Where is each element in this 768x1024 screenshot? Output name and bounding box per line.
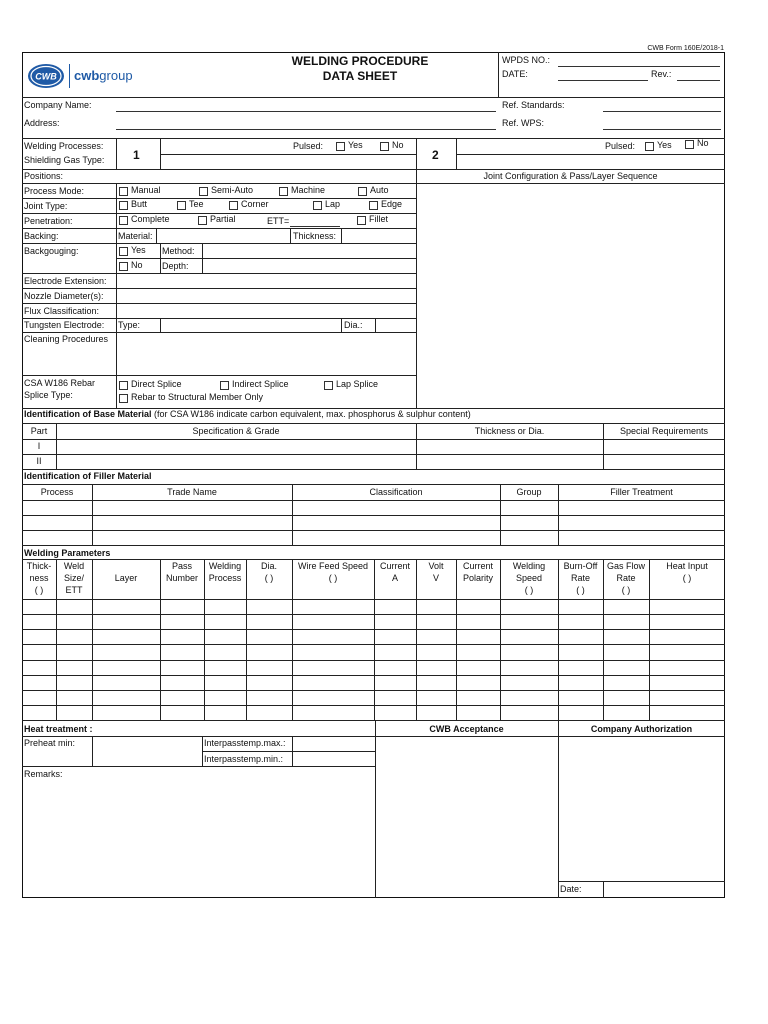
cwb-logo	[26, 62, 146, 92]
heat-treatment-label: Heat treatment :	[24, 724, 93, 734]
address-label: Address:	[24, 118, 60, 128]
corner-checkbox[interactable]	[229, 201, 238, 210]
bm-header-thickness: Thickness or Dia.	[474, 426, 545, 436]
indirect-splice-checkbox[interactable]	[220, 381, 229, 390]
joint-config-label: Joint Configuration & Pass/Layer Sequence	[483, 171, 658, 181]
fillet-checkbox[interactable]	[357, 216, 366, 225]
title-line1: WELDING PROCEDURE	[291, 54, 429, 68]
remarks-label: Remarks:	[24, 769, 63, 779]
remarks-area[interactable]	[23, 781, 374, 896]
auto-label: Auto	[370, 185, 389, 195]
company-authorization-label: Company Authorization	[590, 724, 693, 734]
positions-label: Positions:	[24, 171, 64, 181]
complete-checkbox[interactable]	[119, 216, 128, 225]
corner-label: Corner	[241, 199, 269, 209]
bm-part-1: I	[37, 441, 41, 451]
flux-classification-label: Flux Classification:	[24, 306, 100, 316]
company-name-field[interactable]	[116, 111, 496, 112]
method-label: Method:	[162, 246, 195, 256]
fm-header-classification: Classification	[369, 487, 423, 497]
depth-label: Depth:	[162, 261, 189, 271]
tee-label: Tee	[189, 199, 204, 209]
partial-label: Partial	[210, 214, 236, 224]
rev-field[interactable]	[677, 80, 720, 81]
backgouging-label: Backgouging:	[24, 246, 79, 256]
tungsten-type-label: Type:	[118, 320, 141, 330]
process-mode-label: Process Mode:	[24, 186, 85, 196]
company-name-label: Company Name:	[24, 100, 92, 110]
cwb-acceptance-label: CWB Acceptance	[429, 724, 504, 734]
shielding-gas-label: Shielding Gas Type:	[24, 155, 105, 165]
fillet-label: Fillet	[369, 214, 389, 224]
fm-header-process: Process	[40, 487, 74, 497]
splice-type-label-1: CSA W186 Rebar	[24, 378, 96, 388]
edge-checkbox[interactable]	[369, 201, 378, 210]
title-line2: DATA SHEET	[322, 69, 398, 83]
interpass-min-label: Interpasstemp.min.:	[204, 754, 284, 764]
pulsed-2-no-label: No	[697, 138, 709, 148]
joint-config-sketch-area[interactable]	[417, 184, 724, 407]
edge-label: Edge	[381, 199, 403, 209]
machine-label: Machine	[291, 185, 326, 195]
pulsed-1-yes-checkbox[interactable]	[336, 142, 345, 151]
nozzle-diameter-label: Nozzle Diameter(s):	[24, 291, 104, 301]
joint-type-label: Joint Type:	[24, 201, 68, 211]
lap-splice-checkbox[interactable]	[324, 381, 333, 390]
date-label: DATE:	[502, 69, 528, 79]
rev-label: Rev.:	[651, 69, 672, 79]
auth-date-label: Date:	[560, 884, 582, 894]
semi-auto-label: Semi-Auto	[211, 185, 254, 195]
bm-header-special: Special Requirements	[619, 426, 709, 436]
pulsed-2-no-checkbox[interactable]	[685, 140, 694, 149]
pulsed-2-yes-label: Yes	[657, 140, 672, 150]
tee-checkbox[interactable]	[177, 201, 186, 210]
ett-label: ETT=	[267, 216, 290, 226]
indirect-splice-label: Indirect Splice	[232, 379, 289, 389]
cleaning-procedures-label: Cleaning Procedures	[24, 334, 109, 344]
logo-wordmark: cwbgroup	[74, 68, 133, 83]
fm-header-filler-treatment: Filler Treatment	[610, 487, 673, 497]
pulsed-1-label: Pulsed:	[293, 141, 324, 151]
pulsed-1-yes-label: Yes	[348, 140, 363, 150]
direct-splice-label: Direct Splice	[131, 379, 182, 389]
base-material-title: Identification of Base Material (for CSA W186 indicate carbon equivalent, max. phosphorus & sulphur content)	[24, 409, 471, 419]
rebar-structural-checkbox[interactable]	[119, 394, 128, 403]
ref-standards-label: Ref. Standards:	[502, 100, 565, 110]
logo-badge-text: CWB	[35, 71, 57, 82]
process-col-1: 1	[133, 148, 140, 162]
splice-type-label-2: Splice Type:	[24, 390, 73, 400]
bm-part-2: II	[36, 456, 42, 466]
interpass-max-label: Interpasstemp.max.:	[204, 738, 286, 748]
fm-header-trade-name: Trade Name	[167, 487, 217, 497]
cwb-badge-icon	[26, 62, 66, 90]
ref-standards-field[interactable]	[603, 111, 721, 112]
lap-splice-label: Lap Splice	[336, 379, 379, 389]
preheat-min-label: Preheat min:	[24, 738, 76, 748]
complete-label: Complete	[131, 214, 170, 224]
pulsed-1-no-label: No	[392, 140, 404, 150]
backgouging-yes-checkbox[interactable]	[119, 247, 128, 256]
backing-thickness-label: Thickness:	[293, 231, 337, 241]
process-col-2: 2	[432, 148, 439, 162]
welding-processes-label: Welding Processes:	[24, 141, 104, 151]
direct-splice-checkbox[interactable]	[119, 381, 128, 390]
ett-field[interactable]	[290, 226, 340, 227]
wpds-no-label: WPDS NO.:	[502, 55, 551, 65]
bm-header-spec: Specification & Grade	[192, 426, 280, 436]
butt-label: Butt	[131, 199, 148, 209]
form-code: CWB Form 160E/2018-1	[647, 45, 724, 52]
tungsten-electrode-label: Tungsten Electrode:	[24, 320, 105, 330]
backing-material-label: Material:	[118, 231, 153, 241]
backgouging-no-label: No	[131, 260, 143, 270]
electrode-extension-label: Electrode Extension:	[24, 276, 107, 286]
ref-wps-field[interactable]	[603, 129, 721, 130]
filler-material-title: Identification of Filler Material	[24, 471, 152, 481]
machine-checkbox[interactable]	[279, 187, 288, 196]
penetration-label: Penetration:	[24, 216, 73, 226]
semi-auto-checkbox[interactable]	[199, 187, 208, 196]
lap-checkbox[interactable]	[313, 201, 322, 210]
backing-label: Backing:	[24, 231, 59, 241]
pulsed-2-yes-checkbox[interactable]	[645, 142, 654, 151]
address-field[interactable]	[116, 129, 496, 130]
lap-label: Lap	[325, 199, 341, 209]
backgouging-no-checkbox[interactable]	[119, 262, 128, 271]
manual-checkbox[interactable]	[119, 187, 128, 196]
welding-parameters-title: Welding Parameters	[24, 548, 111, 558]
fm-header-group: Group	[516, 487, 542, 497]
date-field[interactable]	[558, 80, 648, 81]
butt-checkbox[interactable]	[119, 201, 128, 210]
pulsed-1-no-checkbox[interactable]	[380, 142, 389, 151]
tungsten-dia-label: Dia.:	[344, 320, 363, 330]
wp-header-layer: Layer	[114, 573, 138, 583]
bm-header-part: Part	[30, 426, 48, 436]
wpds-no-field[interactable]	[558, 66, 720, 67]
manual-label: Manual	[131, 185, 161, 195]
company-authorization-area[interactable]	[559, 737, 724, 881]
partial-checkbox[interactable]	[198, 216, 207, 225]
pulsed-2-label: Pulsed:	[605, 141, 636, 151]
backgouging-yes-label: Yes	[131, 245, 146, 255]
ref-wps-label: Ref. WPS:	[502, 118, 545, 128]
auto-checkbox[interactable]	[358, 187, 367, 196]
cwb-acceptance-area[interactable]	[376, 737, 557, 897]
rebar-structural-label: Rebar to Structural Member Only	[131, 392, 264, 402]
